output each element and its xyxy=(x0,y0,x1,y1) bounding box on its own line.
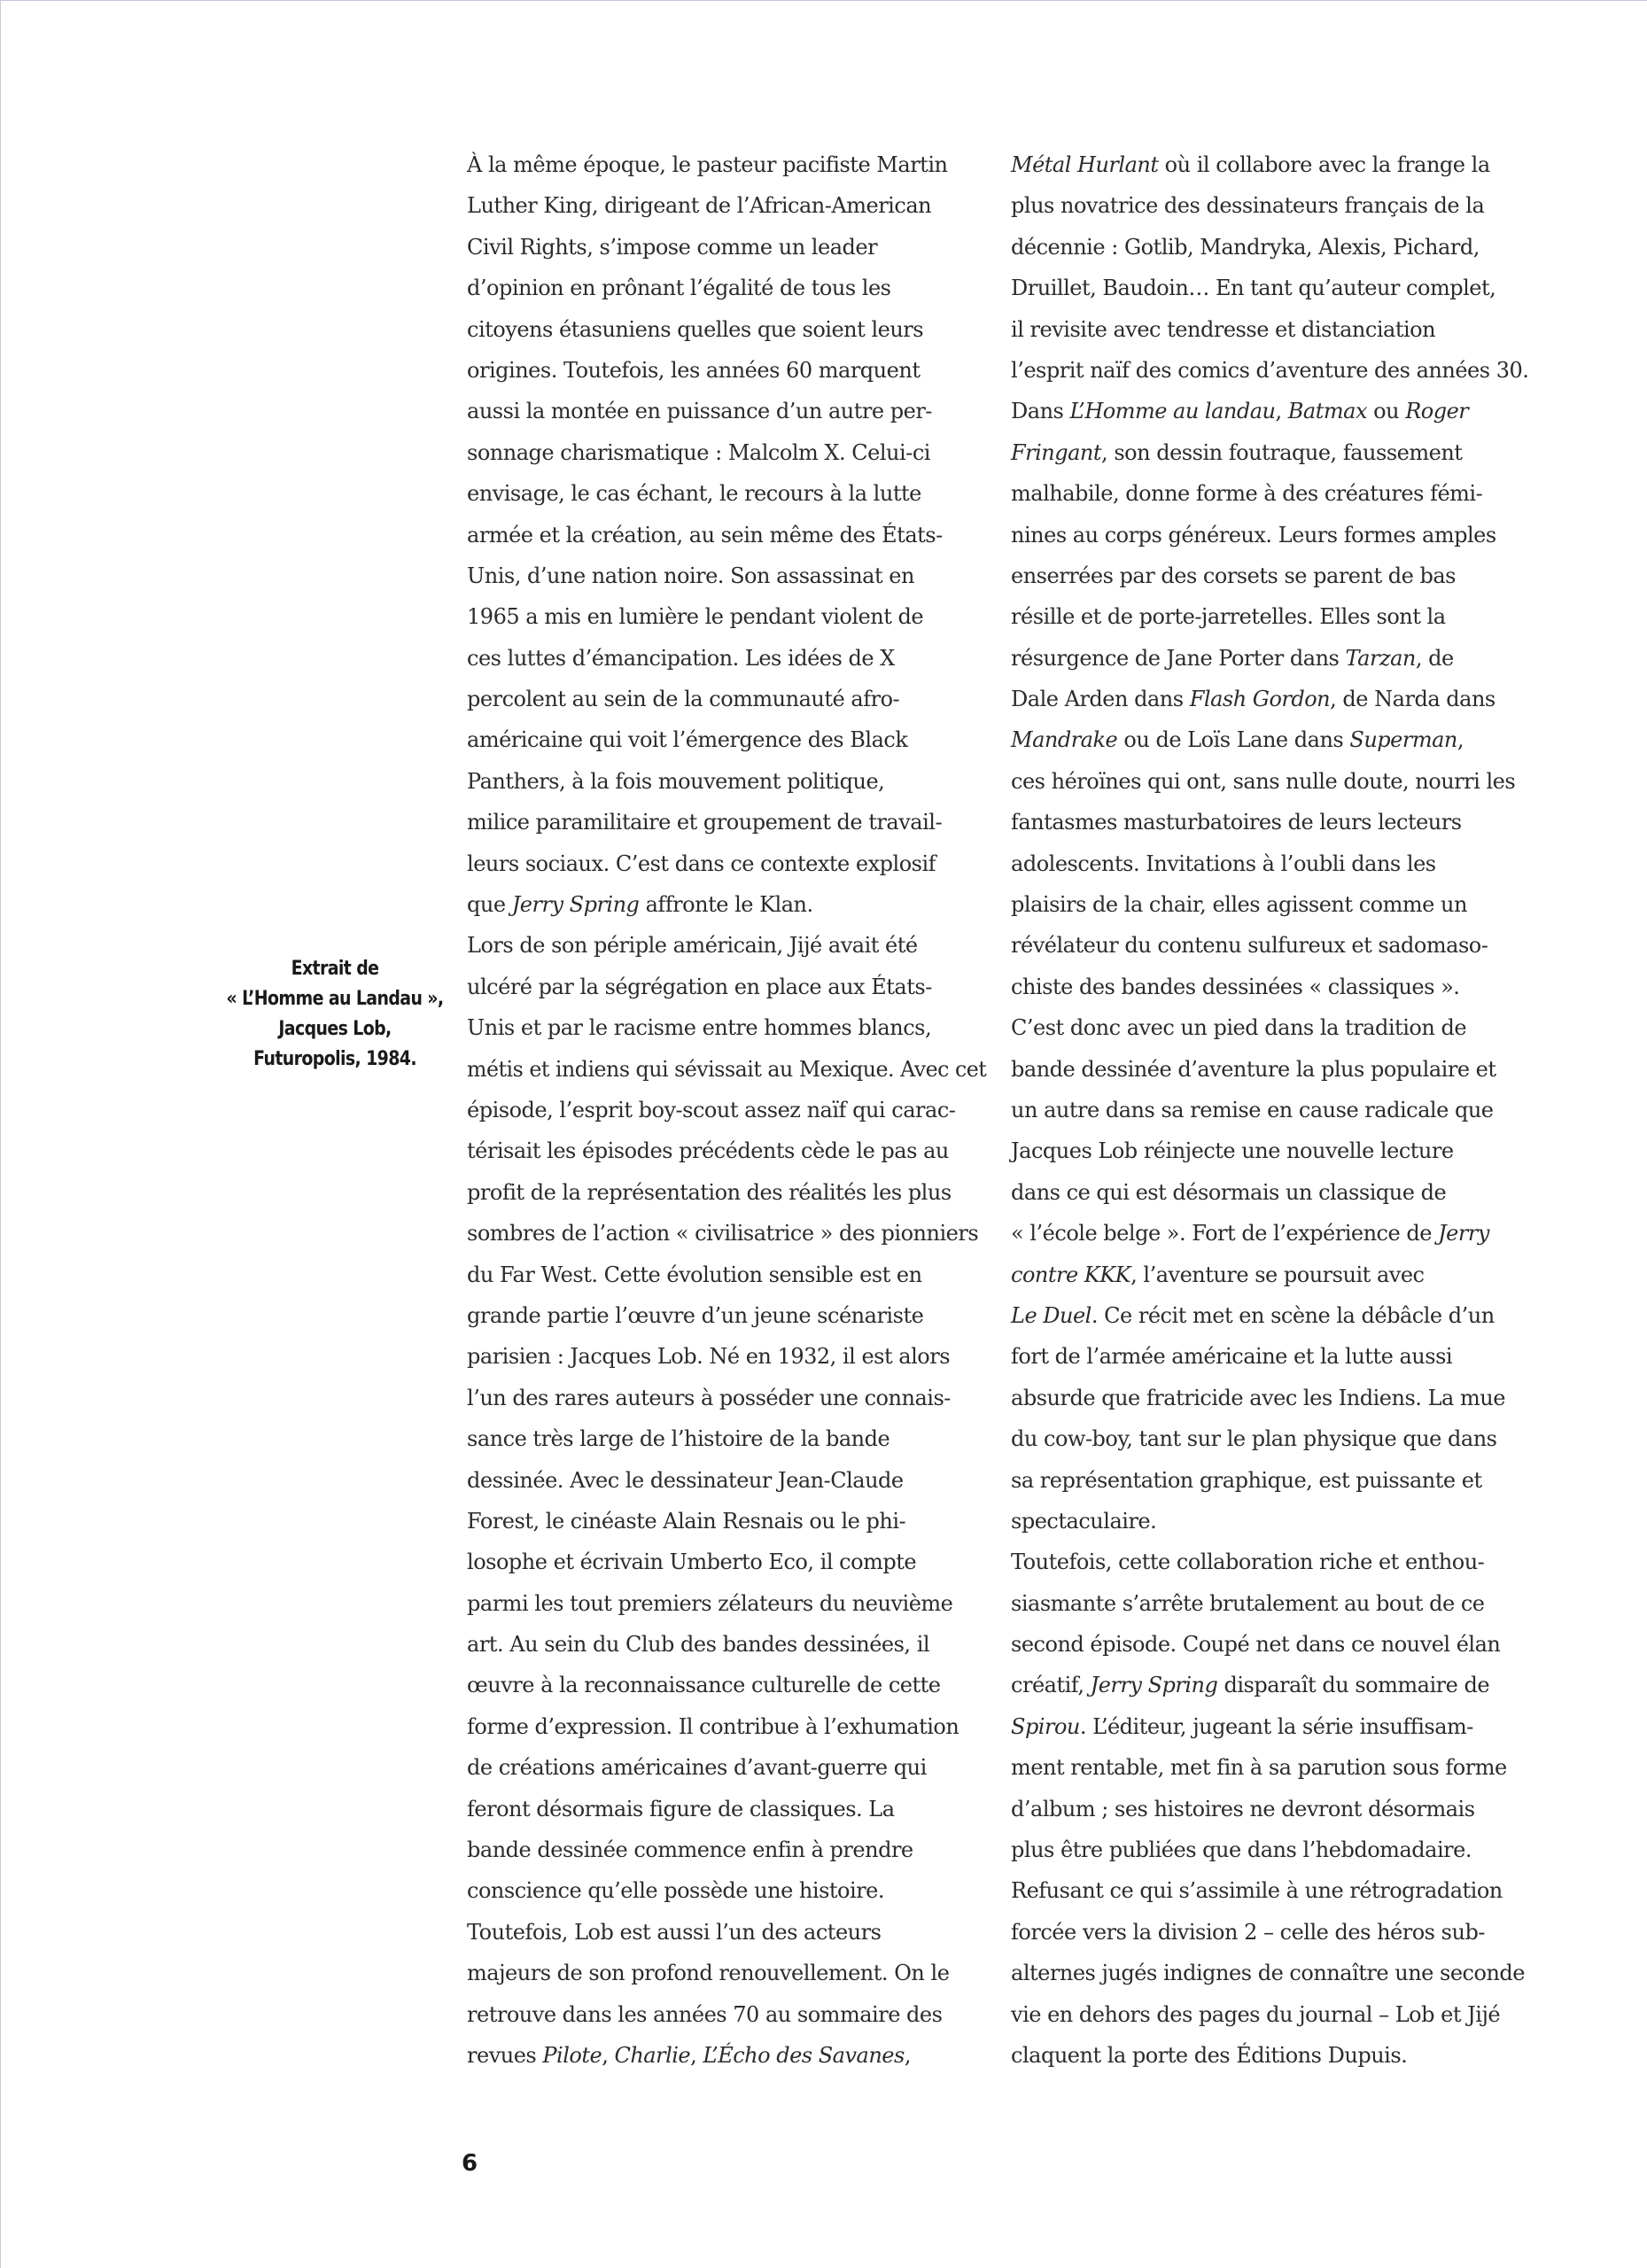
text-line: « l’école belge ». Fort de l’expérience de Jerry xyxy=(1011,1221,1489,1247)
text-line: ces luttes d’émancipation. Les idées de X xyxy=(467,645,895,671)
text-line: art. Au sein du Club des bandes dessinées, il xyxy=(467,1632,930,1658)
caption-line: Jacques Lob, xyxy=(278,1018,392,1040)
text-line: Métal Hurlant où il collabore avec la frange la xyxy=(1011,152,1490,177)
text-line: feront désormais figure de classiques. La xyxy=(467,1796,895,1821)
text-line: Luther King, dirigeant de l’African-American xyxy=(467,193,932,219)
text-line: sance très large de l’histoire de la bande xyxy=(467,1426,890,1452)
body-text-right-column xyxy=(1011,144,1542,2076)
text-line: américaine qui voit l’émergence des Black xyxy=(467,727,908,753)
text-line: fort de l’armée américaine et la lutte aussi xyxy=(1011,1344,1453,1370)
text-line: Forest, le cinéaste Alain Resnais ou le phi- xyxy=(467,1508,906,1534)
text-line: majeurs de son profond renouvellement. On le xyxy=(467,1961,950,1986)
text-line: adolescents. Invitations à l’oubli dans les xyxy=(1011,850,1436,876)
text-line: Civil Rights, s’impose comme un leader xyxy=(467,234,878,260)
text-line: résurgence de Jane Porter dans Tarzan, de xyxy=(1011,645,1454,671)
text-line: bande dessinée commence enfin à prendre xyxy=(467,1837,913,1863)
text-line: second épisode. Coupé net dans ce nouvel élan xyxy=(1011,1632,1501,1658)
text-line: C’est donc avec un pied dans la tradition de xyxy=(1011,1015,1467,1041)
text-line: revues Pilote, Charlie, L’Écho des Savanes, xyxy=(467,2042,911,2068)
text-line: Dale Arden dans Flash Gordon, de Narda dans xyxy=(1011,687,1496,712)
text-line: d’opinion en prônant l’égalité de tous les xyxy=(467,276,891,301)
text-line: l’un des rares auteurs à posséder une connais- xyxy=(467,1385,951,1410)
text-line: Mandrake ou de Loïs Lane dans Superman, xyxy=(1011,727,1464,753)
text-line: du cow-boy, tant sur le plan physique que dans xyxy=(1011,1426,1497,1452)
text-line: Spirou. L’éditeur, jugeant la série insuffisam- xyxy=(1011,1713,1473,1739)
text-line: retrouve dans les années 70 au sommaire des xyxy=(467,2001,943,2027)
text-line: percolent au sein de la communauté afro- xyxy=(467,687,900,712)
text-line: armée et la création, au sein même des États- xyxy=(467,522,943,548)
page-number: 6 xyxy=(462,2150,478,2177)
caption-line: Extrait de xyxy=(291,958,379,980)
text-line: losophe et écrivain Umberto Eco, il compte xyxy=(467,1550,917,1575)
text-line: parmi les tout premiers zélateurs du neuvième xyxy=(467,1590,953,1616)
text-line: forme d’expression. Il contribue à l’exhumation xyxy=(467,1713,959,1739)
text-line: dessinée. Avec le dessinateur Jean-Claude xyxy=(467,1467,904,1493)
text-line: envisage, le cas échant, le recours à la lutte xyxy=(467,481,921,507)
text-line: spectaculaire. xyxy=(1011,1508,1157,1534)
text-line: Refusant ce qui s’assimile à une rétrogradation xyxy=(1011,1878,1503,1904)
text-line: plus être publiées que dans l’hebdomadaire. xyxy=(1011,1837,1472,1863)
text-line: plus novatrice des dessinateurs français de la xyxy=(1011,193,1485,219)
text-line: il revisite avec tendresse et distanciation xyxy=(1011,316,1436,342)
text-line: ment rentable, met fin à sa parution sous forme xyxy=(1011,1755,1507,1781)
body-text-left-column xyxy=(467,144,998,2076)
text-line: ces héroïnes qui ont, sans nulle doute, nourri les xyxy=(1011,768,1516,794)
text-line: térisait les épisodes précédents cède le pas au xyxy=(467,1138,949,1164)
text-line: aussi la montée en puissance d’un autre per- xyxy=(467,399,932,424)
text-line: nines au corps généreux. Leurs formes amples xyxy=(1011,522,1496,548)
caption-line: « L’Homme au Landau », xyxy=(226,988,444,1010)
text-line: profit de la représentation des réalités les plus xyxy=(467,1179,952,1205)
text-line: chiste des bandes dessinées « classiques ». xyxy=(1011,974,1460,999)
text-line: Unis, d’une nation noire. Son assassinat en xyxy=(467,563,914,588)
text-line: Le Duel. Ce récit met en scène la débâcle d’un xyxy=(1011,1302,1495,1328)
text-line: leurs sociaux. C’est dans ce contexte explosif xyxy=(467,850,936,876)
text-line: grande partie l’œuvre d’un jeune scénariste xyxy=(467,1302,924,1328)
text-line: 1965 a mis en lumière le pendant violent de xyxy=(467,604,924,630)
text-line: milice paramilitaire et groupement de travail- xyxy=(467,810,943,835)
text-line: vie en dehors des pages du journal – Lob et Jijé xyxy=(1011,2001,1501,2027)
caption-line: Futuropolis, 1984. xyxy=(253,1048,416,1070)
text-line: sonnage charismatique : Malcolm X. Celui-ci xyxy=(467,439,930,465)
text-line: métis et indiens qui sévissait au Mexique. Avec cet xyxy=(467,1056,987,1082)
text-line: Toutefois, Lob est aussi l’un des acteurs xyxy=(467,1919,882,1945)
text-line: sombres de l’action « civilisatrice » des pionniers xyxy=(467,1221,979,1247)
text-line: Fringant, son dessin foutraque, faussement xyxy=(1011,439,1463,465)
text-line: œuvre à la reconnaissance culturelle de cette xyxy=(467,1673,941,1698)
text-line: À la même époque, le pasteur pacifiste Martin xyxy=(467,152,948,177)
text-line: épisode, l’esprit boy-scout assez naïf qui carac- xyxy=(467,1097,956,1122)
text-line: dans ce qui est désormais un classique de xyxy=(1011,1179,1447,1205)
text-line: claquent la porte des Éditions Dupuis. xyxy=(1011,2042,1408,2068)
text-line: Druillet, Baudoin… En tant qu’auteur complet, xyxy=(1011,276,1496,301)
text-line: absurde que fratricide avec les Indiens. La mue xyxy=(1011,1385,1505,1410)
text-line: créatif, Jerry Spring disparaît du sommaire de xyxy=(1011,1673,1490,1698)
text-line: forcée vers la division 2 – celle des héros sub- xyxy=(1011,1919,1485,1945)
image-caption xyxy=(209,954,461,1075)
text-line: Unis et par le racisme entre hommes blancs, xyxy=(467,1015,932,1041)
text-line: plaisirs de la chair, elles agissent comme un xyxy=(1011,892,1467,918)
text-line: Panthers, à la fois mouvement politique, xyxy=(467,768,885,794)
text-line: ulcéré par la ségrégation en place aux États- xyxy=(467,974,932,999)
text-line: contre KKK, l’aventure se poursuit avec xyxy=(1011,1262,1425,1287)
text-line: révélateur du contenu sulfureux et sadomaso- xyxy=(1011,933,1488,959)
text-line: conscience qu’elle possède une histoire. xyxy=(467,1878,885,1904)
text-line: fantasmes masturbatoires de leurs lecteurs xyxy=(1011,810,1462,835)
text-line: Dans L’Homme au landau, Batmax ou Roger xyxy=(1011,399,1469,424)
text-line: malhabile, donne forme à des créatures fémi- xyxy=(1011,481,1483,507)
text-line: résille et de porte-jarretelles. Elles sont la xyxy=(1011,604,1446,630)
text-line: d’album ; ses histoires ne devront désormais xyxy=(1011,1796,1475,1821)
text-line: Lors de son périple américain, Jijé avait été xyxy=(467,933,918,959)
text-line: parisien : Jacques Lob. Né en 1932, il est alors xyxy=(467,1344,951,1370)
text-line: bande dessinée d’aventure la plus populaire et xyxy=(1011,1056,1496,1082)
text-line: alternes jugés indignes de connaître une seconde xyxy=(1011,1961,1525,1986)
text-line: l’esprit naïf des comics d’aventure des années 30. xyxy=(1011,357,1529,383)
text-line: origines. Toutefois, les années 60 marquent xyxy=(467,357,921,383)
text-line: citoyens étasuniens quelles que soient leurs xyxy=(467,316,924,342)
text-line: un autre dans sa remise en cause radicale que xyxy=(1011,1097,1494,1122)
text-line: de créations américaines d’avant-guerre qui xyxy=(467,1755,927,1781)
text-line: sa représentation graphique, est puissante et xyxy=(1011,1467,1482,1493)
text-line: enserrées par des corsets se parent de bas xyxy=(1011,563,1456,588)
text-line: Toutefois, cette collaboration riche et enthou- xyxy=(1011,1550,1485,1575)
text-line: décennie : Gotlib, Mandryka, Alexis, Pichard, xyxy=(1011,234,1480,260)
text-line: siasmante s’arrête brutalement au bout de ce xyxy=(1011,1590,1485,1616)
text-line: que Jerry Spring affronte le Klan. xyxy=(467,892,813,918)
text-line: Jacques Lob réinjecte une nouvelle lecture xyxy=(1011,1138,1454,1164)
text-line: du Far West. Cette évolution sensible est en xyxy=(467,1262,922,1287)
